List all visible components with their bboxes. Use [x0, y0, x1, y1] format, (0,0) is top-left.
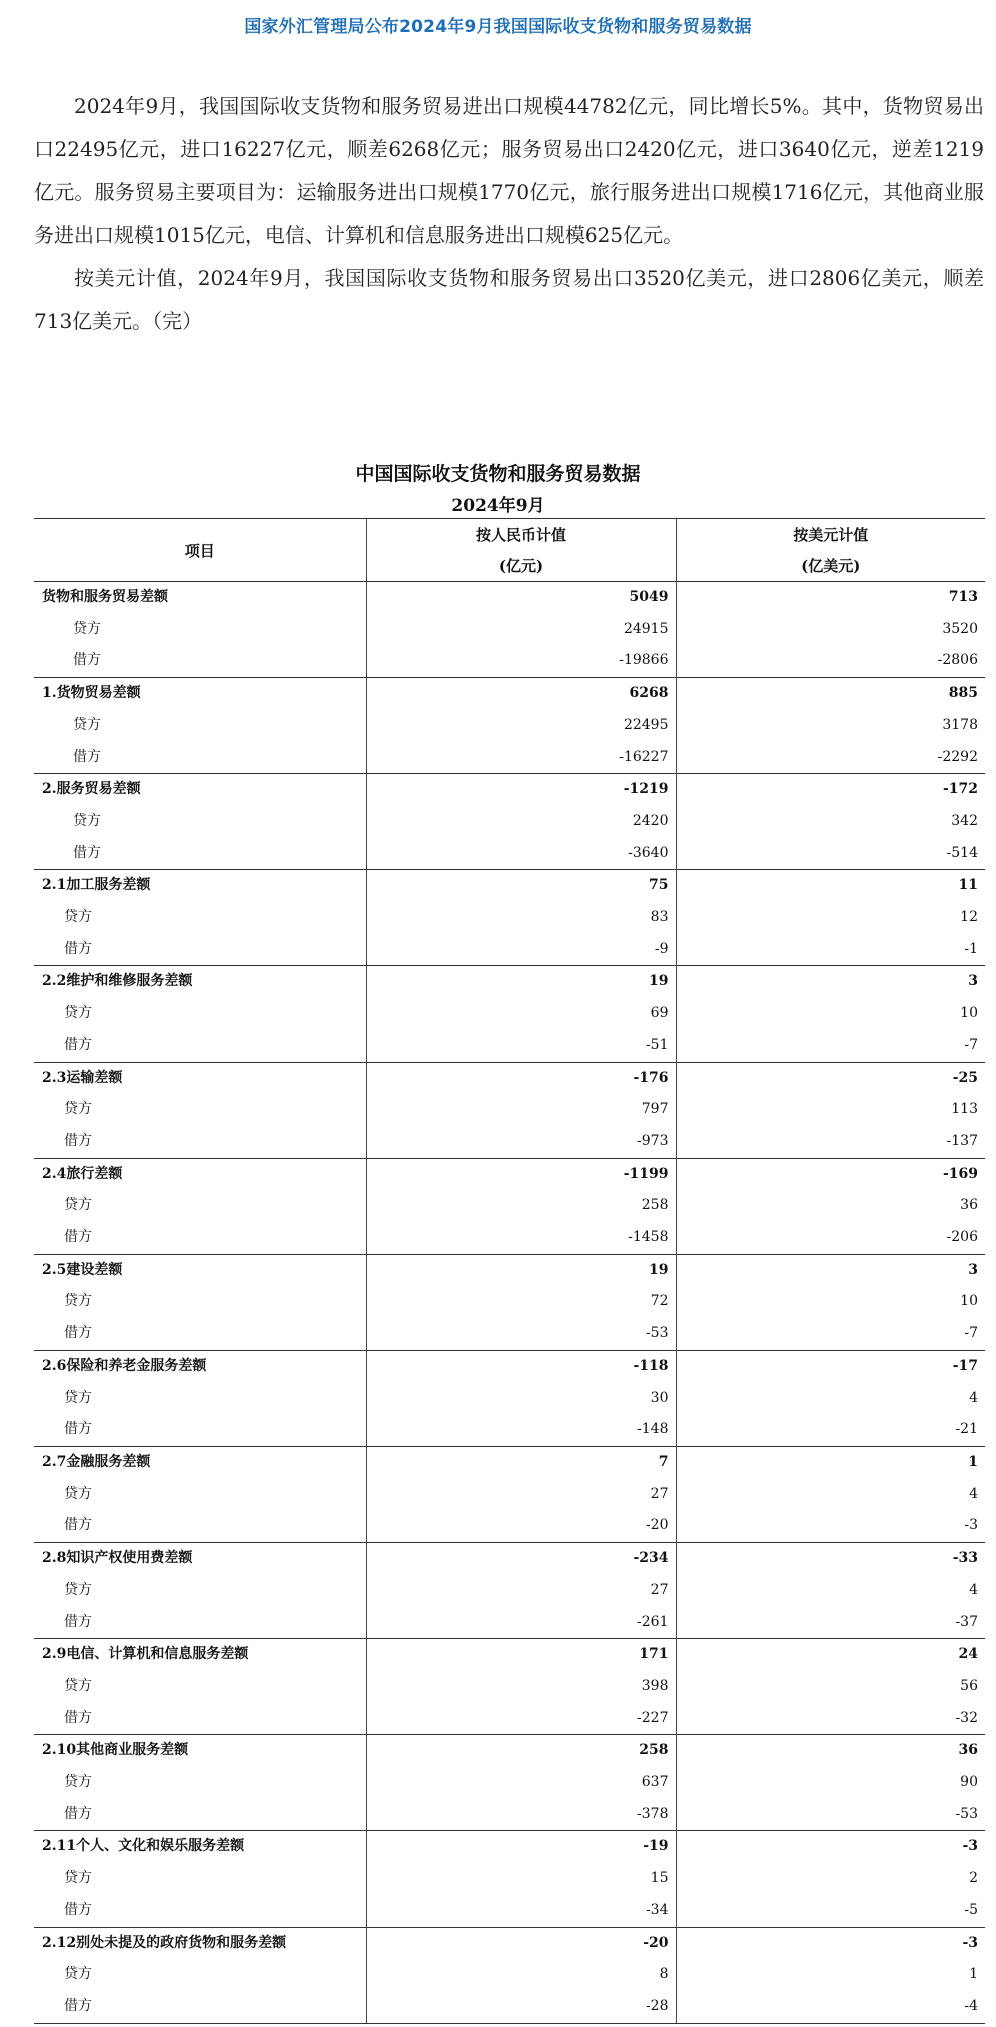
table-row-debit [34, 1222, 985, 1254]
column-header-usd [676, 519, 985, 582]
section-rmb-value: 75 [366, 870, 676, 902]
credit-rmb-value: 15 [366, 1863, 676, 1895]
credit-usd-value: 36 [676, 1190, 985, 1222]
credit-label: 贷方 [64, 1485, 92, 1502]
section-label: 2.5建设差额 [34, 1254, 366, 1286]
credit-label: 贷方 [64, 1389, 92, 1406]
debit-rmb-value: -53 [366, 1318, 676, 1350]
debit-usd-value: -514 [676, 838, 985, 870]
section-usd-value: -3 [676, 1927, 985, 1959]
table-row-debit [34, 742, 985, 774]
section-rmb-value: -1219 [366, 774, 676, 806]
credit-rmb-value: 27 [366, 1479, 676, 1511]
table-row-debit [34, 1030, 985, 1062]
credit-rmb-value: 797 [366, 1094, 676, 1126]
section-label: 2.4旅行差额 [34, 1158, 366, 1190]
credit-label: 贷方 [64, 1966, 92, 1983]
section-rmb-value: 7 [366, 1446, 676, 1478]
column-header-rmb-unit: (亿元) [498, 557, 544, 575]
trade-data-table [34, 518, 985, 2024]
debit-label: 借方 [64, 1709, 92, 1726]
debit-label: 借方 [34, 1991, 366, 2023]
table-row-debit [34, 1607, 985, 1639]
table-row-debit [34, 1414, 985, 1446]
table-row-credit [34, 710, 985, 742]
debit-usd-value: -21 [676, 1414, 985, 1446]
debit-label: 借方 [64, 1229, 92, 1246]
table-row-debit [34, 1510, 985, 1542]
section-label: 2.12别处未提及的政府货物和服务差额 [34, 1927, 366, 1959]
section-usd-value: 11 [676, 870, 985, 902]
table-row-credit [34, 998, 985, 1030]
credit-usd-value: 10 [676, 998, 985, 1030]
credit-rmb-value: 258 [366, 1190, 676, 1222]
column-header-usd-label: 按美元计值 [793, 526, 869, 544]
section-usd-value: -25 [676, 1062, 985, 1094]
credit-usd-value: 113 [676, 1094, 985, 1126]
table-row-section [34, 870, 985, 902]
credit-usd-value: 3178 [676, 710, 985, 742]
debit-label: 借方 [64, 1805, 92, 1822]
debit-label: 借方 [64, 1517, 92, 1534]
credit-label: 贷方 [64, 1774, 92, 1791]
section-usd-value: 1 [676, 1446, 985, 1478]
table-row-debit [34, 1318, 985, 1350]
section-usd-value: 24 [676, 1639, 985, 1671]
section-label: 2.8知识产权使用费差额 [34, 1543, 366, 1575]
section-rmb-value: 171 [366, 1639, 676, 1671]
table-row-section [34, 1062, 985, 1094]
table-row-credit [34, 1863, 985, 1895]
section-usd-value: -33 [676, 1543, 985, 1575]
debit-usd-value: -2806 [676, 645, 985, 677]
section-label: 2.3运输差额 [34, 1062, 366, 1094]
section-rmb-value: 5049 [366, 582, 676, 614]
debit-rmb-value: -51 [366, 1030, 676, 1062]
column-header-item: 项目 [34, 519, 366, 582]
debit-usd-value: -206 [676, 1222, 985, 1254]
table-row-credit [34, 1383, 985, 1415]
section-usd-value: 3 [676, 1254, 985, 1286]
debit-label: 借方 [73, 748, 101, 765]
article-paragraph: 按美元计值，2024年9月，我国国际收支货物和服务贸易出口3520亿美元，进口2806亿美元，顺差713亿美元。（完） [34, 266, 984, 333]
debit-rmb-value: -3640 [366, 838, 676, 870]
table-row-credit [34, 1767, 985, 1799]
credit-usd-value: 4 [676, 1479, 985, 1511]
table-row-section [34, 774, 985, 806]
credit-label: 贷方 [64, 1581, 92, 1598]
debit-rmb-value: -1458 [366, 1222, 676, 1254]
table-row-credit [34, 1190, 985, 1222]
table-row-section [34, 1735, 985, 1767]
credit-rmb-value: 30 [366, 1383, 676, 1415]
credit-rmb-value: 72 [366, 1286, 676, 1318]
section-label: 2.1加工服务差额 [34, 870, 366, 902]
debit-label: 借方 [64, 940, 92, 957]
column-header-rmb-label: 按人民币计值 [475, 526, 566, 544]
section-usd-value: -3 [676, 1831, 985, 1863]
credit-usd-value: 12 [676, 902, 985, 934]
section-label: 2.2维护和维修服务差额 [34, 966, 366, 998]
section-label: 2.10其他商业服务差额 [34, 1735, 366, 1767]
article-paragraph: 2024年9月，我国国际收支货物和服务贸易进出口规模44782亿元，同比增长5%。其中，货物贸易出口22495亿元，进口16227亿元，顺差6268亿元；服务贸易出口2420亿元，进口3640亿元，逆差1219亿元。服务贸易主要项目为：运输服务进出口规模1770亿元，旅行服务进出口规模1716亿元，其他商业服务进出口规模1015亿元，电信、计算机和信息服务进出口规模625亿元。 [34, 94, 984, 247]
table-row-debit [34, 1126, 985, 1158]
section-label: 货物和服务贸易差额 [42, 589, 168, 605]
table-row-debit [34, 1703, 985, 1735]
section-label: 1.货物贸易差额 [34, 678, 366, 710]
credit-rmb-value: 69 [366, 998, 676, 1030]
section-usd-value: -172 [676, 774, 985, 806]
table-row-credit [34, 1286, 985, 1318]
section-rmb-value: 19 [366, 966, 676, 998]
table-row-credit [34, 1959, 985, 1991]
table-row-credit [34, 1479, 985, 1511]
table-row-debit [34, 934, 985, 966]
debit-rmb-value: -378 [366, 1799, 676, 1831]
credit-usd-value: 4 [676, 1383, 985, 1415]
section-usd-value: -17 [676, 1350, 985, 1382]
table-row-credit [34, 614, 985, 646]
debit-label: 借方 [64, 1325, 92, 1342]
credit-label: 贷方 [64, 1005, 92, 1022]
credit-usd-value: 342 [676, 806, 985, 838]
credit-label: 贷方 [64, 1293, 92, 1310]
table-title: 中国国际收支货物和服务贸易数据 [355, 463, 641, 485]
debit-usd-value: -1 [676, 934, 985, 966]
section-rmb-value: -1199 [366, 1158, 676, 1190]
debit-rmb-value: -9 [366, 934, 676, 966]
section-usd-value: 36 [676, 1735, 985, 1767]
debit-label: 借方 [64, 1421, 92, 1438]
table-row-debit [34, 1895, 985, 1927]
table-row-credit [34, 806, 985, 838]
table-row-credit [34, 1094, 985, 1126]
credit-rmb-value: 8 [366, 1959, 676, 1991]
section-usd-value: -169 [676, 1158, 985, 1190]
table-row-section [34, 1927, 985, 1959]
table-row-debit [34, 1991, 985, 2023]
credit-label: 贷方 [73, 716, 101, 733]
section-rmb-value: -234 [366, 1543, 676, 1575]
table-header-row [34, 519, 985, 582]
column-header-usd-unit: (亿美元) [801, 557, 861, 575]
credit-rmb-value: 27 [366, 1575, 676, 1607]
debit-usd-value: -32 [676, 1703, 985, 1735]
credit-rmb-value: 637 [366, 1767, 676, 1799]
section-rmb-value: -176 [366, 1062, 676, 1094]
section-rmb-value: -118 [366, 1350, 676, 1382]
debit-label: 借方 [64, 1036, 92, 1053]
credit-usd-value: 1 [676, 1959, 985, 1991]
debit-rmb-value: -16227 [366, 742, 676, 774]
table-body [34, 582, 985, 2024]
table-row-section [34, 1350, 985, 1382]
section-label: 2.11个人、文化和娱乐服务差额 [34, 1831, 366, 1863]
debit-usd-value: -4 [676, 1991, 985, 2023]
table-subtitle: 2024年9月 [451, 496, 545, 516]
credit-label: 贷方 [64, 1101, 92, 1118]
table-row-debit [34, 838, 985, 870]
table-row-section [34, 1254, 985, 1286]
table-row-section [34, 1831, 985, 1863]
article-body [34, 85, 984, 343]
section-usd-value: 713 [676, 582, 985, 614]
credit-rmb-value: 24915 [366, 614, 676, 646]
credit-usd-value: 10 [676, 1286, 985, 1318]
debit-rmb-value: -34 [366, 1895, 676, 1927]
debit-usd-value: -37 [676, 1607, 985, 1639]
credit-label: 贷方 [64, 909, 92, 926]
table-row-debit [34, 645, 985, 677]
credit-usd-value: 90 [676, 1767, 985, 1799]
table-row-debit [34, 1799, 985, 1831]
debit-rmb-value: -28 [366, 1991, 676, 2023]
table-row-section [34, 1158, 985, 1190]
debit-label: 借方 [73, 844, 101, 861]
credit-label: 贷方 [64, 1197, 92, 1214]
column-header-rmb [366, 519, 676, 582]
credit-rmb-value: 22495 [366, 710, 676, 742]
section-rmb-value: -20 [366, 1927, 676, 1959]
section-label: 2.7金融服务差额 [34, 1446, 366, 1478]
credit-usd-value: 2 [676, 1863, 985, 1895]
table-row-section [34, 1639, 985, 1671]
section-rmb-value: 19 [366, 1254, 676, 1286]
table-row-section [34, 678, 985, 710]
credit-rmb-value: 398 [366, 1671, 676, 1703]
credit-usd-value: 56 [676, 1671, 985, 1703]
table-row-credit [34, 1671, 985, 1703]
debit-rmb-value: -19866 [366, 645, 676, 677]
debit-label: 借方 [64, 1132, 92, 1149]
credit-label: 贷方 [73, 812, 101, 829]
debit-label: 借方 [73, 652, 101, 669]
section-label: 2.服务贸易差额 [34, 774, 366, 806]
table-row-section [34, 1446, 985, 1478]
section-usd-value: 3 [676, 966, 985, 998]
debit-usd-value: -5 [676, 1895, 985, 1927]
section-usd-value: 885 [676, 678, 985, 710]
credit-rmb-value: 83 [366, 902, 676, 934]
credit-usd-value: 3520 [676, 614, 985, 646]
debit-label: 借方 [64, 1901, 92, 1918]
debit-rmb-value: -973 [366, 1126, 676, 1158]
debit-usd-value: -2292 [676, 742, 985, 774]
debit-usd-value: -7 [676, 1030, 985, 1062]
credit-usd-value: 4 [676, 1575, 985, 1607]
credit-label: 贷方 [64, 1870, 92, 1887]
section-rmb-value: 258 [366, 1735, 676, 1767]
section-rmb-value: 6268 [366, 678, 676, 710]
section-label: 2.6保险和养老金服务差额 [34, 1350, 366, 1382]
section-label: 2.9电信、计算机和信息服务差额 [34, 1639, 366, 1671]
table-row-credit [34, 902, 985, 934]
credit-label: 贷方 [64, 1677, 92, 1694]
debit-usd-value: -137 [676, 1126, 985, 1158]
table-row-section [34, 966, 985, 998]
debit-label: 借方 [64, 1613, 92, 1630]
debit-usd-value: -7 [676, 1318, 985, 1350]
table-row-section [34, 582, 985, 614]
debit-rmb-value: -261 [366, 1607, 676, 1639]
credit-rmb-value: 2420 [366, 806, 676, 838]
debit-usd-value: -53 [676, 1799, 985, 1831]
credit-label: 贷方 [73, 620, 101, 637]
table-row-credit [34, 1575, 985, 1607]
table-row-section [34, 1543, 985, 1575]
debit-rmb-value: -148 [366, 1414, 676, 1446]
article-title: 国家外汇管理局公布2024年9月我国国际收支货物和服务贸易数据 [244, 17, 752, 37]
debit-rmb-value: -20 [366, 1510, 676, 1542]
section-rmb-value: -19 [366, 1831, 676, 1863]
debit-rmb-value: -227 [366, 1703, 676, 1735]
debit-usd-value: -3 [676, 1510, 985, 1542]
